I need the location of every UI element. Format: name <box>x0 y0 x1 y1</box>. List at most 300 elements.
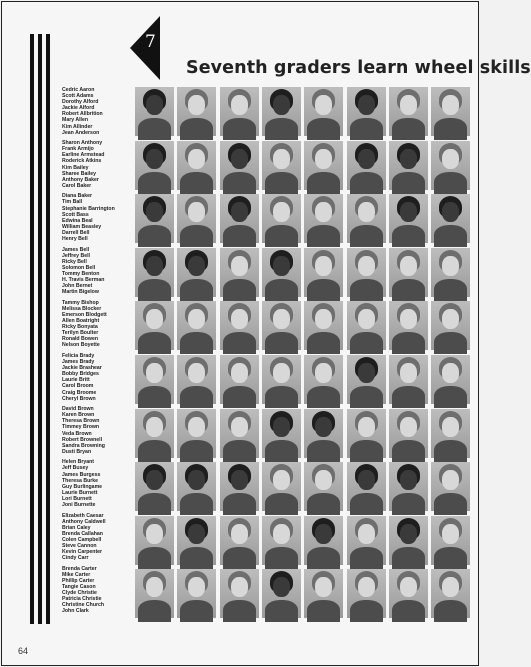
student-name: Elizabeth Caesar <box>62 512 104 519</box>
portrait-face <box>400 363 417 383</box>
student-name: Cedric Aaron <box>62 87 95 93</box>
portrait-clothing <box>223 172 256 194</box>
portrait-clothing <box>265 386 298 408</box>
portrait-face <box>146 309 163 329</box>
portrait-clothing <box>350 172 383 194</box>
portrait-clothing <box>434 386 467 408</box>
portrait-face <box>315 256 332 276</box>
portrait-clothing <box>138 332 171 354</box>
student-portrait <box>220 462 259 511</box>
student-portrait <box>135 516 174 565</box>
portrait-face <box>273 309 290 329</box>
student-name: Tommy Benton <box>62 270 100 277</box>
student-portrait <box>431 409 470 458</box>
student-portrait <box>135 409 174 458</box>
student-name: Timmey Brown <box>62 424 100 431</box>
student-portrait <box>135 569 174 618</box>
portrait-clothing <box>434 225 467 247</box>
student-name: Ricky Bell <box>62 258 87 265</box>
portrait-face <box>231 149 248 169</box>
student-portrait <box>304 516 343 565</box>
name-group <box>62 353 136 406</box>
portrait-face <box>273 149 290 169</box>
student-portrait <box>304 569 343 618</box>
student-portrait <box>177 462 216 511</box>
student-portrait <box>262 569 301 618</box>
student-portrait <box>389 141 428 190</box>
portrait-face <box>358 149 375 169</box>
student-name: Carol Broom <box>62 383 94 390</box>
student-name: Patricia Christie <box>62 596 102 603</box>
portrait-face <box>315 309 332 329</box>
student-name: Ronald Bowen <box>62 336 99 343</box>
portrait-clothing <box>350 225 383 247</box>
student-portrait <box>177 87 216 136</box>
student-name: Mary Allen <box>62 117 89 124</box>
name-group <box>62 87 136 140</box>
portrait-face <box>188 417 205 437</box>
portrait-clothing <box>392 600 425 622</box>
portrait-clothing <box>392 118 425 140</box>
name-group <box>62 406 136 459</box>
portrait-face <box>358 577 375 597</box>
portrait-clothing <box>180 440 213 462</box>
student-portrait <box>431 355 470 404</box>
student-name: Anthony Caldwell <box>62 518 106 525</box>
portrait-face <box>188 309 205 329</box>
portrait-face <box>146 577 163 597</box>
student-portrait <box>262 141 301 190</box>
student-portrait <box>389 194 428 243</box>
portrait-face <box>231 202 248 222</box>
portrait-face <box>358 470 375 490</box>
student-portrait <box>347 462 386 511</box>
student-name: Helen Bryant <box>62 459 94 466</box>
student-portrait <box>262 355 301 404</box>
student-portrait <box>347 569 386 618</box>
portrait-face <box>231 95 248 115</box>
portrait-face <box>400 149 417 169</box>
portrait-face <box>273 363 290 383</box>
student-portrait <box>347 141 386 190</box>
portrait-clothing <box>265 547 298 569</box>
student-portrait <box>135 248 174 297</box>
portrait-face <box>442 577 459 597</box>
student-name: Mike Carter <box>62 571 91 578</box>
vertical-bar <box>30 34 34 624</box>
student-name: Clyde Christie <box>62 590 97 597</box>
portrait-clothing <box>265 172 298 194</box>
name-group <box>62 566 136 619</box>
student-name: Jackie Alford <box>62 105 95 112</box>
student-portrait <box>389 569 428 618</box>
portrait-face <box>358 202 375 222</box>
portrait-face <box>315 577 332 597</box>
portrait-clothing <box>434 547 467 569</box>
student-name: Terilyn Boulter <box>62 330 99 337</box>
portrait-face <box>231 256 248 276</box>
portrait-clothing <box>265 225 298 247</box>
portrait-clothing <box>392 332 425 354</box>
student-portrait <box>262 301 301 350</box>
page-title: Seventh graders learn wheel skills <box>186 58 531 78</box>
portrait-clothing <box>307 279 340 301</box>
student-name: Felicia Brady <box>62 352 95 359</box>
student-portrait <box>304 462 343 511</box>
student-portrait <box>177 355 216 404</box>
portrait-clothing <box>138 547 171 569</box>
student-portrait <box>220 355 259 404</box>
portrait-clothing <box>350 440 383 462</box>
student-name: James Brady <box>62 359 95 366</box>
student-name: Stephanie Barrington <box>62 205 115 212</box>
portrait-face <box>400 256 417 276</box>
portrait-face <box>188 149 205 169</box>
student-name: Brenda Callahan <box>62 530 103 537</box>
portrait-clothing <box>307 332 340 354</box>
portrait-clothing <box>265 493 298 515</box>
portrait-clothing <box>307 172 340 194</box>
portrait-face <box>315 363 332 383</box>
student-name: H. Travis Berman <box>62 277 105 284</box>
portrait-face <box>358 417 375 437</box>
portrait-face <box>442 309 459 329</box>
student-name: Bobby Bridges <box>62 371 99 378</box>
portrait-clothing <box>392 172 425 194</box>
student-name: Laurie Britt <box>62 377 90 384</box>
student-portrait <box>177 569 216 618</box>
portrait-clothing <box>138 279 171 301</box>
student-name: Lori Burnett <box>62 495 92 502</box>
student-portrait <box>347 516 386 565</box>
portrait-clothing <box>307 225 340 247</box>
student-portrait <box>389 87 428 136</box>
portrait-face <box>315 417 332 437</box>
portrait-face <box>188 470 205 490</box>
portrait-clothing <box>223 279 256 301</box>
portrait-clothing <box>265 600 298 622</box>
student-portrait <box>431 248 470 297</box>
portrait-face <box>358 524 375 544</box>
student-name: Theresa Brown <box>62 418 100 425</box>
student-portrait <box>262 248 301 297</box>
portrait-face <box>146 256 163 276</box>
portrait-face <box>188 524 205 544</box>
portrait-face <box>273 524 290 544</box>
portrait-face <box>146 149 163 169</box>
student-name: Jeffrey Bell <box>62 252 90 259</box>
student-portrait <box>347 87 386 136</box>
student-name: Craig Broome <box>62 389 97 396</box>
name-group <box>62 459 136 512</box>
name-group <box>62 247 136 300</box>
portrait-face <box>231 417 248 437</box>
student-portrait <box>135 194 174 243</box>
portrait-clothing <box>392 440 425 462</box>
student-portrait <box>177 301 216 350</box>
name-group <box>62 513 136 566</box>
portrait-face <box>146 470 163 490</box>
page-number: 64 <box>18 646 29 656</box>
student-name: Scott Bass <box>62 211 89 218</box>
portrait-clothing <box>392 547 425 569</box>
portrait-clothing <box>180 386 213 408</box>
student-portrait <box>177 194 216 243</box>
portrait-clothing <box>138 386 171 408</box>
portrait-clothing <box>180 547 213 569</box>
portrait-face <box>442 363 459 383</box>
student-name: Kevin Carpenter <box>62 549 103 556</box>
portrait-clothing <box>180 172 213 194</box>
student-name: Henry Bell <box>62 236 88 243</box>
student-name: Anthony Baker <box>62 176 99 183</box>
portrait-clothing <box>392 279 425 301</box>
student-portrait <box>389 301 428 350</box>
student-name: James Burgess <box>62 471 101 478</box>
portrait-clothing <box>180 225 213 247</box>
portrait-clothing <box>434 332 467 354</box>
student-name: Allen Boatright <box>62 318 100 325</box>
student-photo-grid <box>135 87 474 623</box>
portrait-face <box>231 577 248 597</box>
portrait-clothing <box>223 493 256 515</box>
student-portrait <box>135 462 174 511</box>
student-name: William Beasley <box>62 223 102 230</box>
student-name: Carol Baker <box>62 182 92 189</box>
portrait-clothing <box>307 440 340 462</box>
portrait-face <box>146 417 163 437</box>
student-name: Darrell Bell <box>62 229 90 236</box>
student-name: Diana Baker <box>62 193 92 200</box>
student-name: Jackie Brashear <box>62 365 102 372</box>
portrait-clothing <box>434 493 467 515</box>
portrait-face <box>400 202 417 222</box>
portrait-clothing <box>223 386 256 408</box>
portrait-face <box>315 202 332 222</box>
portrait-face <box>400 95 417 115</box>
student-name: Jean Anderson <box>62 129 100 136</box>
student-name: Colen Campbell <box>62 536 102 543</box>
portrait-clothing <box>265 118 298 140</box>
student-name: Sharee Bailey <box>62 170 97 177</box>
portrait-clothing <box>350 279 383 301</box>
portrait-clothing <box>350 332 383 354</box>
portrait-clothing <box>138 172 171 194</box>
student-portrait <box>220 248 259 297</box>
student-name: Frank Armijo <box>62 146 94 153</box>
portrait-clothing <box>307 600 340 622</box>
name-group <box>62 193 136 246</box>
student-portrait <box>347 301 386 350</box>
portrait-face <box>400 524 417 544</box>
student-name: Guy Burlingame <box>62 483 103 490</box>
student-name: Tangie Cason <box>62 583 96 590</box>
vertical-bar <box>38 34 42 624</box>
student-portrait <box>304 355 343 404</box>
portrait-face <box>273 417 290 437</box>
portrait-clothing <box>180 118 213 140</box>
student-name: Emerson Blodgett <box>62 311 107 318</box>
portrait-clothing <box>223 600 256 622</box>
portrait-face <box>273 202 290 222</box>
student-name: Brian Caley <box>62 524 91 531</box>
portrait-face <box>358 95 375 115</box>
student-name: Robert Allbrition <box>62 111 103 118</box>
portrait-face <box>273 256 290 276</box>
portrait-face <box>400 417 417 437</box>
portrait-clothing <box>223 118 256 140</box>
student-portrait <box>304 301 343 350</box>
student-name: Christine Church <box>62 602 105 609</box>
student-name: Phillip Carter <box>62 577 95 584</box>
portrait-clothing <box>265 332 298 354</box>
portrait-face <box>146 202 163 222</box>
portrait-face <box>273 95 290 115</box>
student-portrait <box>304 409 343 458</box>
portrait-face <box>358 309 375 329</box>
student-names-column <box>62 87 136 619</box>
portrait-face <box>146 524 163 544</box>
student-portrait <box>304 248 343 297</box>
portrait-clothing <box>307 386 340 408</box>
student-portrait <box>220 409 259 458</box>
portrait-clothing <box>223 440 256 462</box>
portrait-clothing <box>350 493 383 515</box>
student-portrait <box>135 141 174 190</box>
portrait-clothing <box>392 225 425 247</box>
portrait-clothing <box>180 600 213 622</box>
portrait-clothing <box>138 225 171 247</box>
portrait-face <box>400 470 417 490</box>
portrait-face <box>358 363 375 383</box>
student-portrait <box>304 87 343 136</box>
student-name: Earline Armstead <box>62 152 105 159</box>
student-portrait <box>135 87 174 136</box>
student-name: Martin Bigelow <box>62 289 99 296</box>
student-name: Jeff Busey <box>62 465 89 472</box>
student-portrait <box>177 409 216 458</box>
student-name: Tim Ball <box>62 199 83 206</box>
student-portrait <box>431 516 470 565</box>
student-portrait <box>262 516 301 565</box>
portrait-face <box>442 524 459 544</box>
student-name: James Bell <box>62 246 90 253</box>
portrait-face <box>400 577 417 597</box>
student-name: John Bernet <box>62 283 93 290</box>
vertical-bar <box>46 34 50 624</box>
student-name: Nelson Boyette <box>62 342 100 349</box>
portrait-face <box>231 524 248 544</box>
student-portrait <box>220 87 259 136</box>
portrait-clothing <box>350 547 383 569</box>
portrait-face <box>315 95 332 115</box>
portrait-clothing <box>392 493 425 515</box>
student-name: Kim Allinder <box>62 123 93 130</box>
student-name: Steve Cannon <box>62 542 97 549</box>
student-portrait <box>389 516 428 565</box>
chapter-number: 7 <box>145 32 156 52</box>
student-portrait <box>389 248 428 297</box>
portrait-clothing <box>434 440 467 462</box>
portrait-face <box>400 309 417 329</box>
portrait-clothing <box>350 600 383 622</box>
student-name: Brenda Carter <box>62 565 97 572</box>
name-group <box>62 140 136 193</box>
portrait-face <box>188 577 205 597</box>
portrait-clothing <box>434 279 467 301</box>
student-portrait <box>431 462 470 511</box>
portrait-face <box>188 256 205 276</box>
student-portrait <box>304 141 343 190</box>
student-name: Cindy Carr <box>62 555 89 562</box>
portrait-face <box>442 95 459 115</box>
portrait-clothing <box>307 118 340 140</box>
student-name: John Clark <box>62 608 89 615</box>
student-portrait <box>389 355 428 404</box>
student-portrait <box>177 141 216 190</box>
student-portrait <box>262 194 301 243</box>
student-name: Veda Brown <box>62 430 92 437</box>
portrait-clothing <box>265 440 298 462</box>
yearbook-page <box>1 1 531 666</box>
student-name: Roderick Atkins <box>62 158 102 165</box>
student-name: Karen Brown <box>62 412 95 419</box>
student-name: Sharon Anthony <box>62 140 103 147</box>
student-portrait <box>262 462 301 511</box>
portrait-clothing <box>223 332 256 354</box>
portrait-face <box>442 417 459 437</box>
student-portrait <box>304 194 343 243</box>
portrait-face <box>315 149 332 169</box>
student-name: Robert Brownell <box>62 436 103 443</box>
student-portrait <box>177 248 216 297</box>
portrait-face <box>146 363 163 383</box>
student-name: Solomon Bell <box>62 264 96 271</box>
portrait-face <box>442 470 459 490</box>
student-portrait <box>220 516 259 565</box>
portrait-clothing <box>223 225 256 247</box>
portrait-face <box>146 95 163 115</box>
student-portrait <box>220 301 259 350</box>
decorative-bars <box>30 34 52 624</box>
portrait-clothing <box>180 332 213 354</box>
student-portrait <box>262 87 301 136</box>
student-portrait <box>431 301 470 350</box>
portrait-clothing <box>265 279 298 301</box>
student-portrait <box>220 194 259 243</box>
student-portrait <box>220 141 259 190</box>
student-name: Ricky Bonyata <box>62 324 98 331</box>
portrait-face <box>231 470 248 490</box>
portrait-face <box>188 202 205 222</box>
portrait-clothing <box>392 386 425 408</box>
portrait-clothing <box>180 279 213 301</box>
student-name: Laurie Burnett <box>62 489 98 496</box>
portrait-face <box>358 256 375 276</box>
student-portrait <box>262 409 301 458</box>
student-portrait <box>220 569 259 618</box>
student-name: Dusti Bryan <box>62 448 92 455</box>
student-portrait <box>347 355 386 404</box>
student-portrait <box>135 355 174 404</box>
portrait-face <box>315 470 332 490</box>
student-portrait <box>431 87 470 136</box>
portrait-clothing <box>434 600 467 622</box>
student-name: Joni Burnette <box>62 501 96 508</box>
portrait-clothing <box>434 118 467 140</box>
portrait-clothing <box>180 493 213 515</box>
name-group <box>62 300 136 353</box>
